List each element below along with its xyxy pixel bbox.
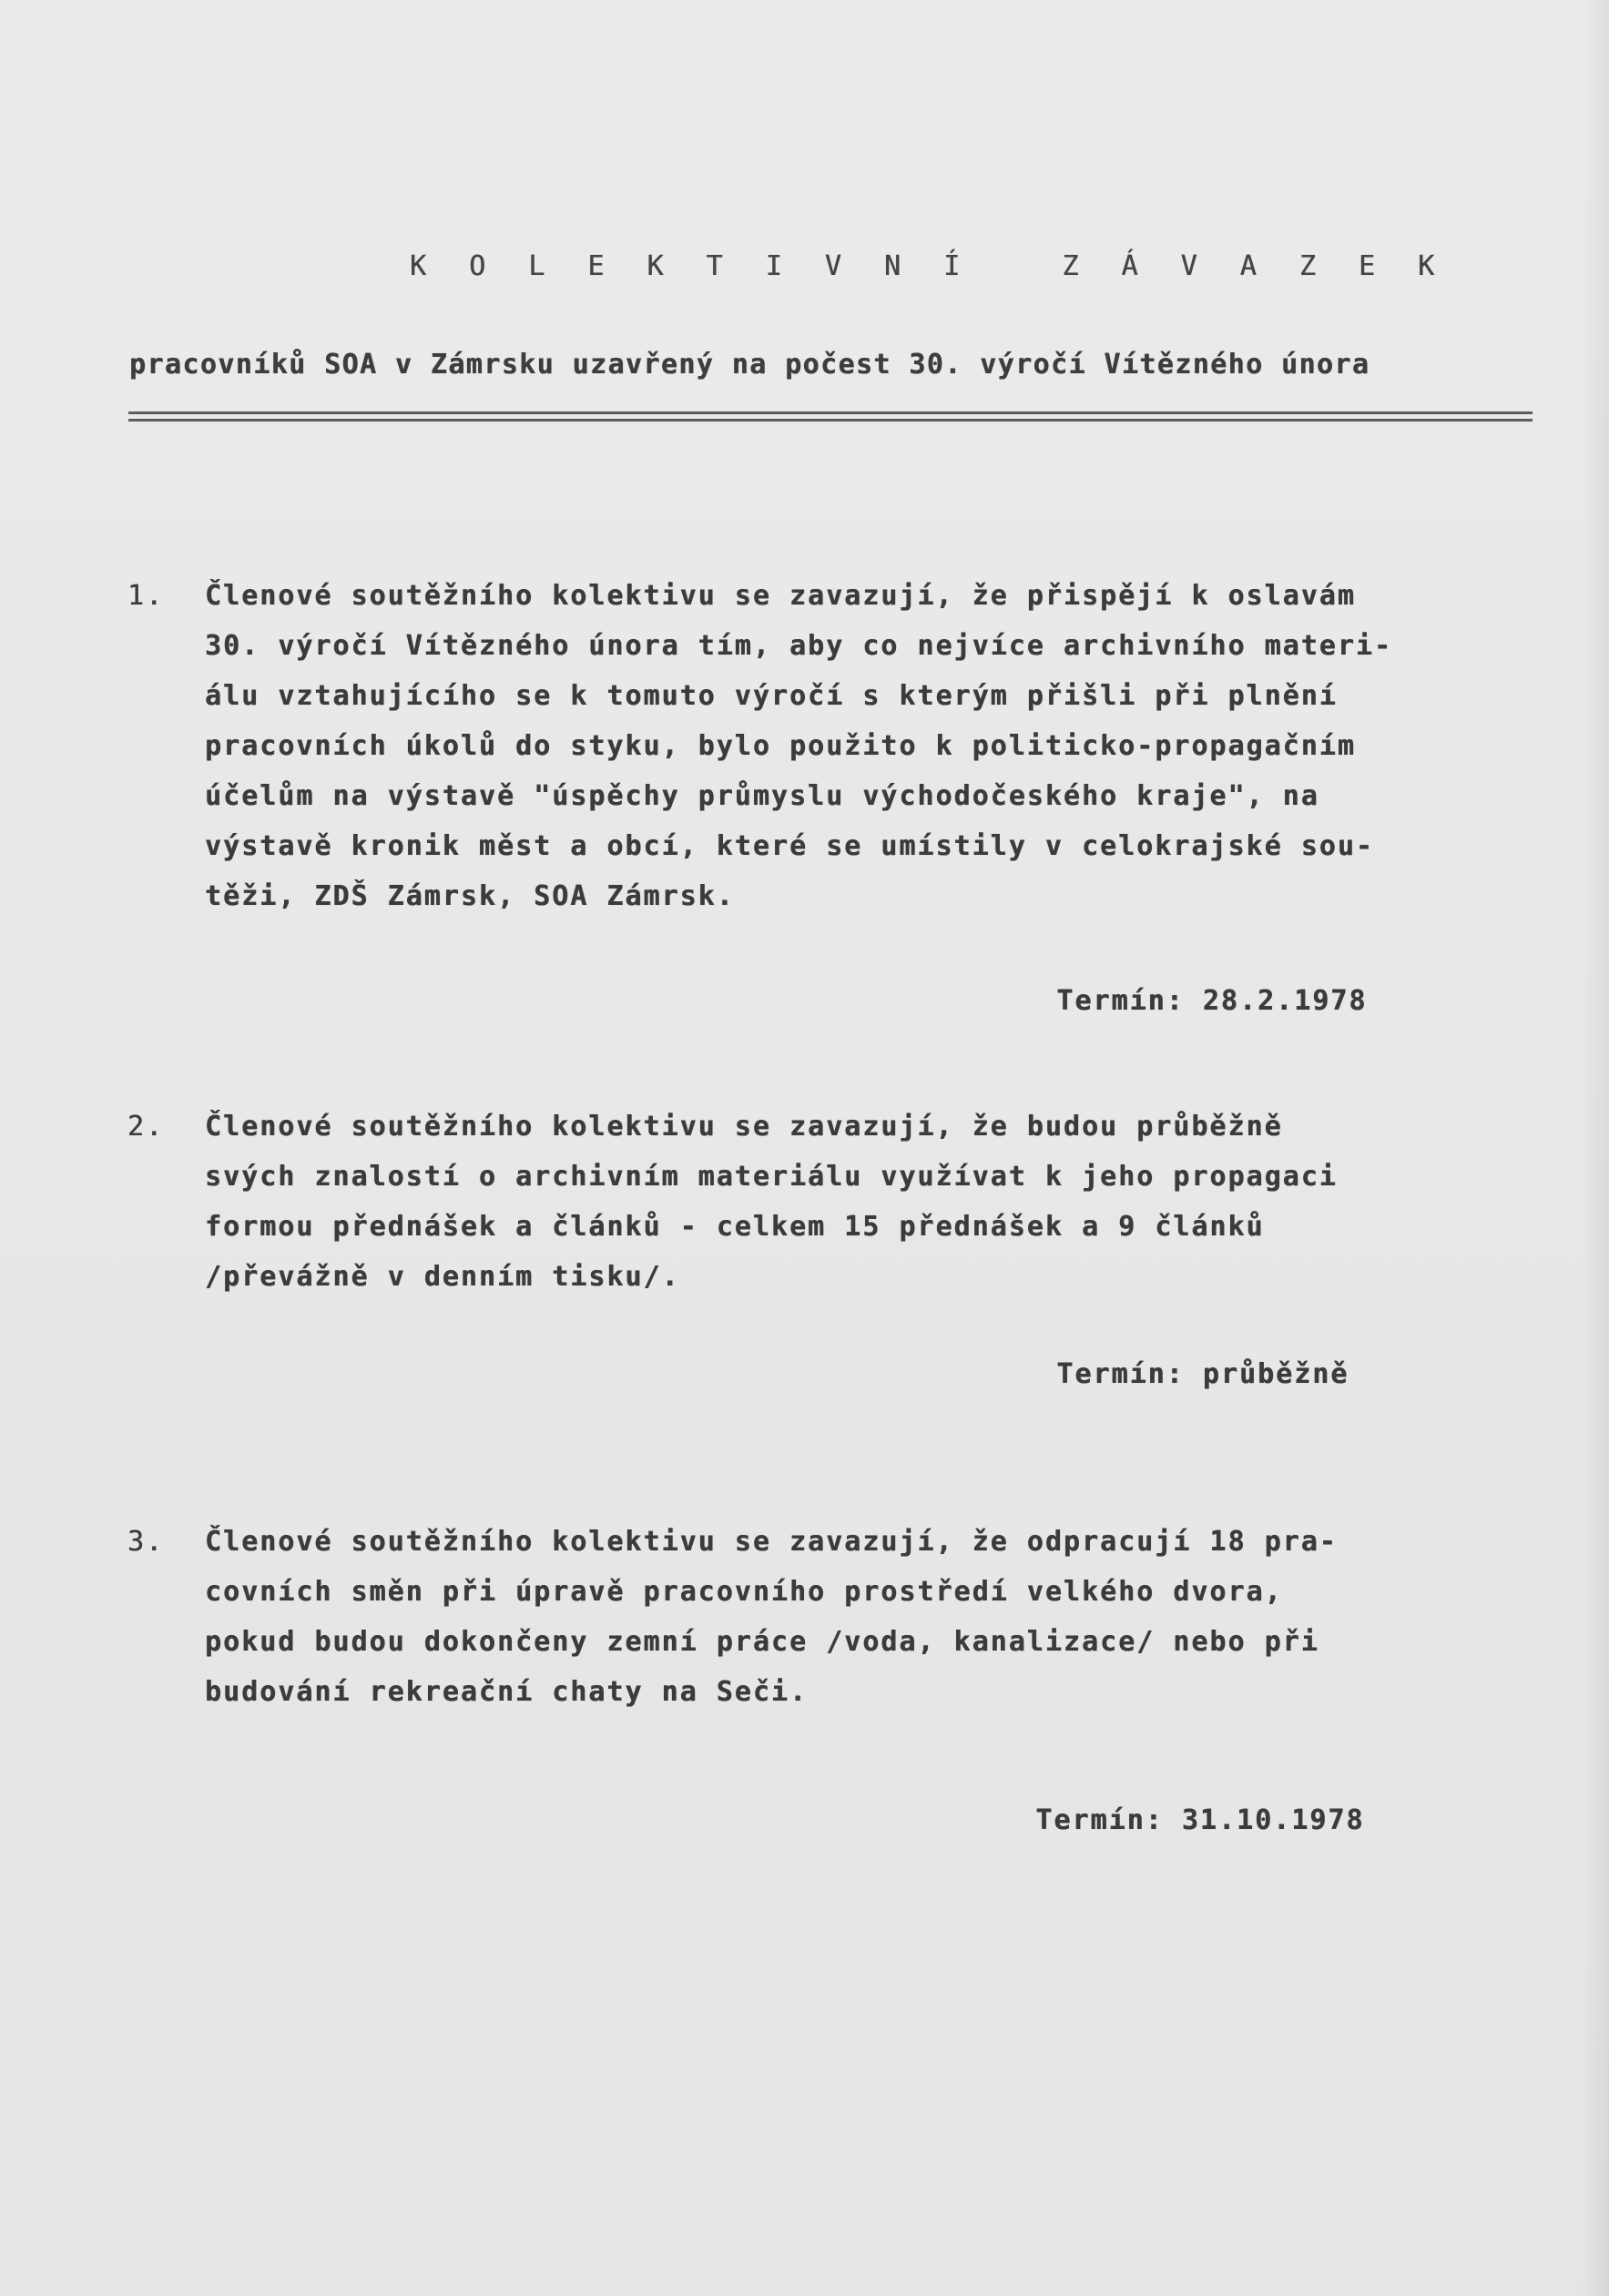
deadline-label: Termín: (1056, 1358, 1185, 1390)
deadline (947, 953, 1367, 1049)
deadline-label: Termín: (1035, 1804, 1164, 1836)
item-text-line: covních směn při úpravě pracovního prostředí velkého dvora, (205, 1576, 1283, 1608)
item-text-line: těži, ZDŠ Zámrsk, SOA Zámrsk. (205, 880, 735, 912)
item-text-line: álu vztahujícího se k tomuto výročí s kterým přišli při plnění (205, 680, 1338, 712)
item-number: 3. (127, 1526, 165, 1558)
deadline-value: průběžně (1202, 1358, 1349, 1390)
item-text-line: Členové soutěžního kolektivu se zavazují, že budou průběžně (205, 1111, 1283, 1143)
item-text-line: výstavě kronik měst a obcí, které se umístily v celokrajské sou- (205, 830, 1374, 862)
item-text-line: formou přednášek a článků - celkem 15 přednášek a 9 článků (205, 1211, 1265, 1243)
document-title: K O L E K T I V N Í Z Á V A Z E K (410, 250, 1448, 282)
item-number: 2. (127, 1111, 165, 1143)
deadline-label: Termín: (1056, 985, 1185, 1017)
item-text-line: 30. výročí Vítězného února tím, aby co nejvíce archivního materi- (205, 630, 1392, 662)
item-text-line: budování rekreační chaty na Seči. (205, 1676, 809, 1708)
item-text-line: /převážně v denním tisku/. (205, 1261, 680, 1293)
item-text-line: Členové soutěžního kolektivu se zavazují, že přispějí k oslavám (205, 580, 1356, 612)
deadline (926, 1773, 1365, 1868)
deadline-value: 31.10.1978 (1181, 1804, 1365, 1836)
item-text-line: pokud budou dokončeny zemní práce /voda, kanalizace/ nebo při (205, 1626, 1319, 1658)
item-number: 1. (127, 580, 165, 612)
item-text-line: svých znalostí o archivním materiálu využívat k jeho propagaci (205, 1161, 1338, 1193)
double-underline-bottom (128, 419, 1533, 422)
item-text-line: účelům na výstavě "úspěchy průmyslu východočeského kraje", na (205, 780, 1319, 812)
document-subtitle: pracovníků SOA v Zámrsku uzavřený na počest 30. výročí Vítězného února (129, 349, 1370, 381)
item-text-line: Členové soutěžního kolektivu se zavazují, že odpracují 18 pra- (205, 1526, 1338, 1558)
deadline (947, 1326, 1349, 1422)
deadline-value: 28.2.1978 (1202, 985, 1368, 1017)
double-underline-top (128, 411, 1533, 414)
item-text-line: pracovních úkolů do styku, bylo použito k politicko-propagačním (205, 730, 1356, 762)
